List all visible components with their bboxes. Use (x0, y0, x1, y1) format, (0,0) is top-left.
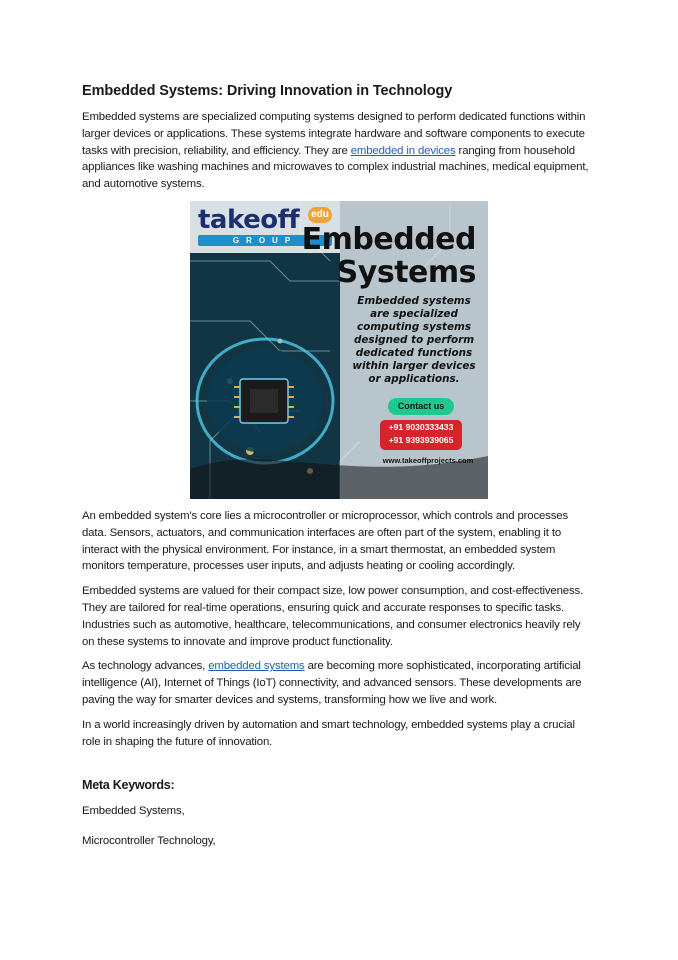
embedded-systems-link[interactable]: embedded systems (208, 660, 305, 673)
document-body (82, 82, 592, 863)
contact-us-label: Contact us (388, 398, 454, 415)
edu-badge: edu (308, 207, 332, 223)
phone-number-1: +91 9030333433 (388, 421, 454, 432)
value-paragraph: Embedded systems are valued for their compact size, low power consumption, and cost-effectiveness. They are tailored for real-time operations, ensuring quick and accurate responses to specific tasks. Industries such as automotive, healthcare, telecommunications, and consumer electronics heavily rely on these systems to innovate and improve product functionality. (82, 585, 584, 648)
intro-text-a: Embedded systems are specialized computing systems designed to perform dedicated functions within larger devices or applications. These systems integrate hardware and software components to execute tasks with precision, reliability, and efficiency. They are (82, 111, 586, 157)
embedded-systems-banner-image (190, 201, 488, 499)
advances-text-a: As technology advances, (82, 660, 209, 673)
conclusion-paragraph: In a world increasingly driven by automation and smart technology, embedded systems play a crucial role in shaping the future of innovation. (82, 718, 575, 748)
banner-heading (296, 223, 476, 289)
article-title: Embedded Systems: Driving Innovation in Technology (82, 83, 453, 99)
keyword-item: Embedded Systems, (82, 805, 185, 818)
embedded-in-devices-link[interactable]: embedded in devices (350, 144, 456, 157)
intro-text-b: ranging from household appliances like washing machines and microwaves to complex industrial machines, medical equipment, and automotive systems. (82, 144, 589, 191)
phone-numbers-box (380, 420, 462, 450)
banner-heading-line-1: Embedded (301, 221, 476, 257)
phone-number-2: +91 9393939065 (388, 435, 454, 446)
core-paragraph: An embedded system's core lies a microcontroller or microprocessor, which controls and processes data. Sensors, actuators, and communication interfaces are often part of the system, enabling it to interact with the physical environment. For instance, in a smart thermostat, an embedded system monitors temperature, processes user inputs, and adjusts heating or cooling accordingly. (82, 509, 569, 573)
keyword-item: Microcontroller Technology, (82, 835, 216, 848)
intro-paragraph (82, 109, 592, 193)
banner-website: www.takeoffprojects.com (382, 455, 474, 465)
advances-text-b: are becoming more sophisticated, incorporating artificial intelligence (AI), Internet of Things (IoT) connectivity, and advanced sensors. These developments are paving the way for smarter devices and systems, transforming how we live and work. (82, 660, 582, 706)
advances-paragraph (82, 658, 592, 708)
banner-description: Embedded systems are specialized computing systems designed to perform dedicated functions within larger devices or applications. (352, 294, 476, 385)
group-label: GROUP (198, 235, 332, 246)
takeoff-logo: takeoff (198, 204, 300, 235)
banner-heading-line-2: Systems (336, 254, 476, 290)
meta-keywords-heading: Meta Keywords: (82, 778, 175, 793)
